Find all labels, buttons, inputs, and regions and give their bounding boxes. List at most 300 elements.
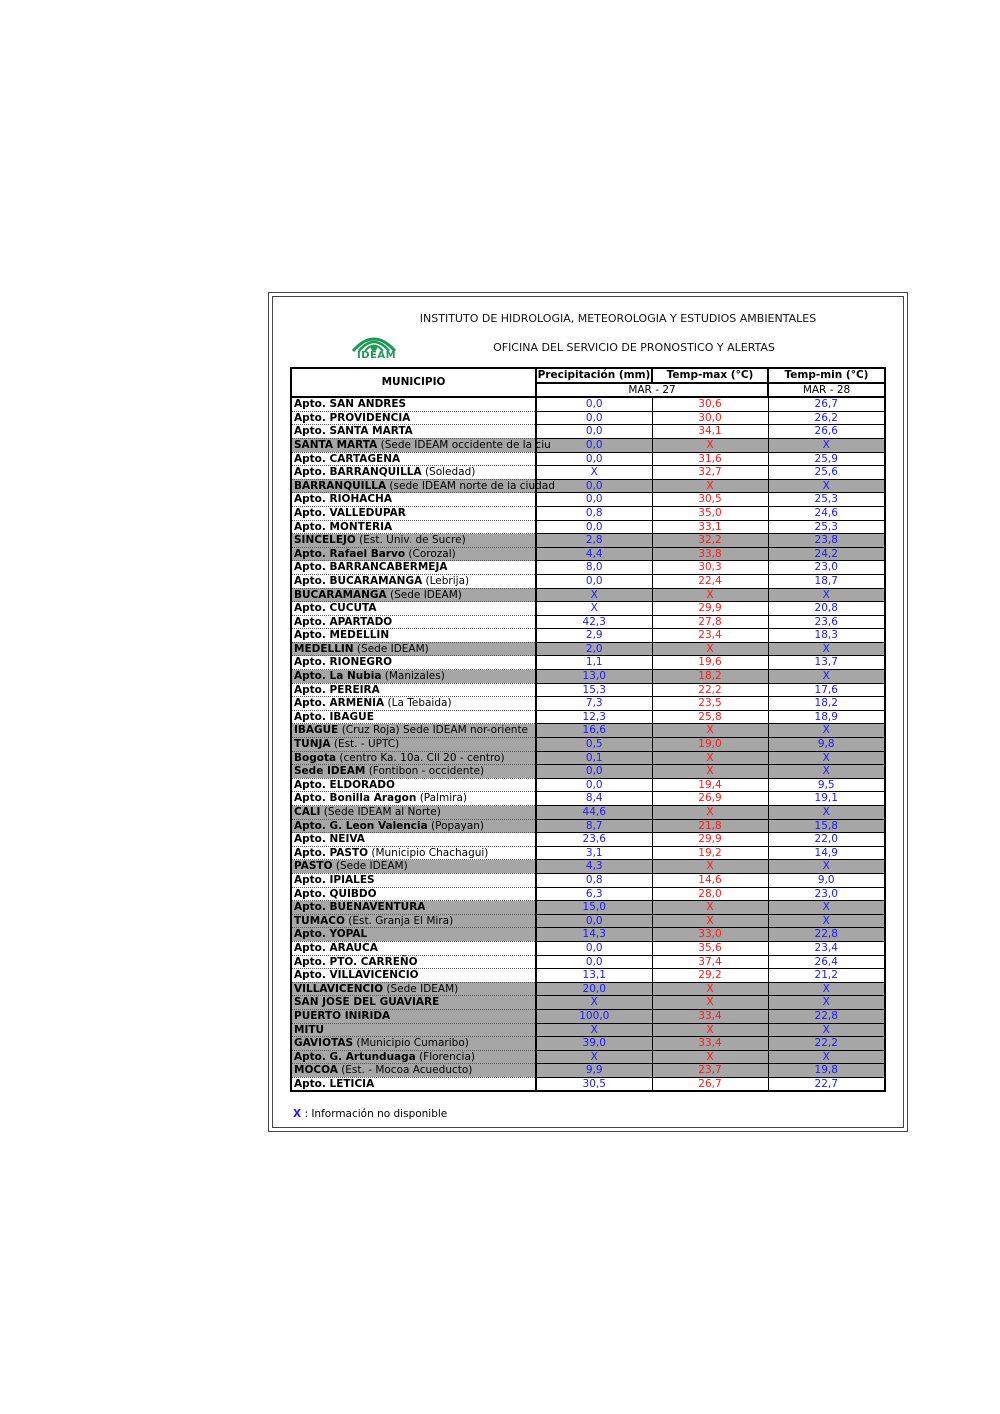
table-row [291, 819, 885, 833]
station-name: Apto. LETICIA [294, 1077, 375, 1090]
table-row [291, 520, 885, 534]
cell-temp-max: X [652, 914, 768, 928]
cell-temp-max: 27,8 [652, 615, 768, 629]
cell-precipitation: 0,0 [536, 520, 652, 534]
cell-municipio [291, 1050, 536, 1064]
station-name: Bogota [294, 751, 337, 764]
cell-temp-min: X [768, 914, 885, 928]
cell-municipio [291, 751, 536, 765]
cell-municipio [291, 425, 536, 439]
table-row [291, 792, 885, 806]
table-row [291, 438, 885, 452]
cell-precipitation: X [536, 588, 652, 602]
station-name: PUERTO INIRIDA [294, 1009, 391, 1022]
legend-symbol: X [293, 1108, 302, 1120]
cell-temp-min: 14,9 [768, 846, 885, 860]
cell-municipio [291, 479, 555, 493]
cell-precipitation: 12,3 [536, 710, 652, 724]
cell-temp-max: 34,1 [652, 425, 768, 439]
cell-municipio [291, 397, 536, 411]
cell-temp-max: X [652, 479, 768, 493]
cell-municipio [291, 873, 536, 887]
cell-temp-max: 19,0 [652, 738, 768, 752]
table-row [291, 466, 885, 480]
table-row [291, 751, 885, 765]
cell-municipio [291, 615, 536, 629]
table-row [291, 738, 885, 752]
cell-municipio [291, 1023, 536, 1037]
cell-precipitation: 0,0 [536, 452, 652, 466]
station-name: CALI [294, 806, 321, 818]
cell-municipio [291, 914, 536, 928]
cell-precipitation: 44,6 [536, 806, 652, 820]
cell-temp-min: 9,5 [768, 778, 885, 792]
cell-municipio [291, 438, 551, 452]
cell-temp-max: X [652, 642, 768, 656]
station-detail: (Manizales) [381, 670, 445, 683]
cell-temp-max: 23,7 [652, 1064, 768, 1078]
cell-precipitation: 4,4 [536, 547, 652, 561]
cell-municipio [291, 1064, 536, 1078]
cell-temp-min: X [768, 670, 885, 684]
station-name: Apto. PASTO [294, 846, 369, 859]
cell-temp-max: 30,0 [652, 411, 768, 425]
weather-table [290, 367, 886, 1092]
cell-temp-max: X [652, 901, 768, 915]
cell-precipitation: 2,0 [536, 642, 652, 656]
cell-precipitation: 2,8 [536, 534, 652, 548]
cell-temp-max: X [652, 588, 768, 602]
station-name: BARRANQUILLA [294, 479, 387, 492]
table-row [291, 697, 885, 711]
table-row [291, 479, 885, 493]
cell-temp-min: 18,7 [768, 574, 885, 588]
cell-temp-min: X [768, 751, 885, 765]
cell-temp-max: 23,4 [652, 629, 768, 643]
station-name: SANTA MARTA [294, 438, 378, 451]
table-row [291, 602, 885, 616]
cell-temp-min: 15,8 [768, 819, 885, 833]
cell-temp-min: X [768, 438, 885, 452]
cell-temp-max: X [652, 765, 768, 779]
cell-temp-min: 26,6 [768, 425, 885, 439]
cell-temp-min: X [768, 1050, 885, 1064]
station-name: VILLAVICENCIO [294, 982, 384, 995]
cell-temp-max: 35,6 [652, 941, 768, 955]
cell-temp-min: 18,3 [768, 629, 885, 643]
cell-precipitation: 0,0 [536, 425, 652, 439]
cell-precipitation: 0,8 [536, 873, 652, 887]
cell-temp-min: 9,0 [768, 873, 885, 887]
table-row [291, 1023, 885, 1037]
station-name: MEDELLIN [294, 642, 354, 655]
table-row [291, 397, 885, 411]
table-row [291, 670, 885, 684]
cell-precipitation: 0,0 [536, 479, 652, 493]
cell-temp-min: 25,3 [768, 520, 885, 534]
station-name: Apto. MONTERIA [294, 520, 393, 533]
cell-precipitation: 20,0 [536, 982, 652, 996]
cell-temp-max: X [652, 751, 768, 765]
cell-precipitation: 0,0 [536, 914, 652, 928]
cell-precipitation: X [536, 1050, 652, 1064]
cell-municipio [291, 506, 536, 520]
cell-temp-max: 23,5 [652, 697, 768, 711]
cell-municipio [291, 588, 536, 602]
cell-temp-max: 30,3 [652, 561, 768, 575]
cell-municipio [291, 792, 536, 806]
cell-temp-max: 26,7 [652, 1077, 768, 1091]
cell-precipitation: 0,1 [536, 751, 652, 765]
cell-temp-max: 35,0 [652, 506, 768, 520]
cell-temp-max: 33,1 [652, 520, 768, 534]
column-header-temp-max: Temp-max (°C) [652, 368, 768, 383]
cell-temp-min: X [768, 724, 885, 738]
cell-municipio [291, 806, 536, 820]
cell-temp-max: 30,6 [652, 397, 768, 411]
cell-precipitation: 0,0 [536, 778, 652, 792]
cell-temp-min: X [768, 1023, 885, 1037]
station-name: MOCOA [294, 1064, 338, 1077]
table-row [291, 765, 885, 779]
cell-precipitation: 0,5 [536, 738, 652, 752]
cell-precipitation: 2,9 [536, 629, 652, 643]
cell-precipitation: X [536, 1023, 652, 1037]
cell-temp-max: X [652, 996, 768, 1010]
cell-precipitation: 7,3 [536, 697, 652, 711]
table-row [291, 860, 885, 874]
column-header-precipitation: Precipitación (mm) [537, 369, 651, 381]
cell-municipio [291, 683, 536, 697]
cell-precipitation: X [536, 466, 652, 480]
cell-municipio [291, 887, 536, 901]
cell-precipitation: 3,1 [536, 846, 652, 860]
cell-temp-max: 19,2 [652, 846, 768, 860]
cell-temp-max: X [652, 982, 768, 996]
cell-temp-min: 22,7 [768, 1077, 885, 1091]
column-header-temp-min: Temp-min (°C) [768, 368, 885, 383]
cell-municipio [291, 1009, 536, 1023]
cell-precipitation: 0,0 [536, 574, 652, 588]
station-name: Apto. IPIALES [294, 873, 375, 886]
cell-temp-min: X [768, 982, 885, 996]
cell-temp-min: 25,6 [768, 466, 885, 480]
office-title: OFICINA DEL SERVICIO DE PRONOSTICO Y ALERTAS [493, 341, 775, 354]
cell-temp-max: X [652, 1050, 768, 1064]
cell-municipio [291, 1077, 536, 1091]
cell-temp-min: 9,8 [768, 738, 885, 752]
table-row [291, 629, 885, 643]
table-row [291, 588, 885, 602]
station-name: TUNJA [294, 738, 331, 751]
station-name: Apto. CUCUTA [294, 602, 377, 615]
table-row [291, 996, 885, 1010]
table-row [291, 778, 885, 792]
cell-temp-max: 25,8 [652, 710, 768, 724]
cell-municipio [291, 955, 536, 969]
cell-temp-max: 29,9 [652, 602, 768, 616]
cell-municipio [291, 656, 536, 670]
station-detail: (Est. - Mocoa Acueducto) [337, 1064, 473, 1077]
station-name: SAN JOSE DEL GUAVIARE [294, 996, 440, 1009]
table-row [291, 642, 885, 656]
institute-title: INSTITUTO DE HIDROLOGIA, METEOROLOGIA Y ESTUDIOS AMBIENTALES [419, 312, 817, 325]
station-name: TUMACO [294, 914, 345, 927]
cell-temp-max: 33,4 [652, 1009, 768, 1023]
station-name: Apto. PROVIDENCIA [294, 411, 411, 424]
cell-municipio [291, 846, 536, 860]
cell-precipitation: 30,5 [536, 1077, 652, 1091]
cell-temp-max: X [652, 860, 768, 874]
cell-temp-max: 22,4 [652, 574, 768, 588]
cell-precipitation: 0,0 [536, 411, 652, 425]
station-detail: (Sede IDEAM) [332, 860, 408, 873]
station-detail: (Sede IDEAM occidente de la ciu [377, 438, 551, 451]
cell-temp-max: 32,2 [652, 534, 768, 548]
cell-municipio [291, 860, 536, 874]
station-name: Apto. PEREIRA [294, 683, 380, 696]
station-detail: (Florencia) [415, 1050, 475, 1063]
cell-temp-min: 23,4 [768, 941, 885, 955]
cell-precipitation: 0,0 [536, 765, 652, 779]
table-row [291, 493, 885, 507]
cell-temp-max: 26,9 [652, 792, 768, 806]
station-detail: (Cruz Roja) Sede IDEAM nor-oriente [338, 724, 529, 737]
table-row [291, 411, 885, 425]
cell-temp-min: 17,6 [768, 683, 885, 697]
table-row [291, 425, 885, 439]
station-name: Apto. BARRANQUILLA [294, 466, 422, 479]
table-row [291, 615, 885, 629]
station-name: Apto. ARAUCA [294, 941, 378, 954]
cell-temp-min: 23,0 [768, 887, 885, 901]
cell-temp-max: 28,0 [652, 887, 768, 901]
cell-temp-min: 22,0 [768, 833, 885, 847]
table-row [291, 547, 885, 561]
cell-precipitation: 8,0 [536, 561, 652, 575]
station-detail: (centro Ka. 10a. Cll 20 - centro) [336, 751, 505, 764]
station-name: Apto. G. Artunduaga [294, 1050, 416, 1063]
cell-municipio [291, 520, 536, 534]
cell-precipitation: 16,6 [536, 724, 652, 738]
table-row [291, 982, 885, 996]
cell-precipitation: 100,0 [536, 1009, 652, 1023]
cell-temp-min: 26,4 [768, 955, 885, 969]
cell-temp-min: 19,8 [768, 1064, 885, 1078]
cell-temp-min: X [768, 765, 885, 779]
cell-precipitation: 9,9 [536, 1064, 652, 1078]
cell-temp-min: 22,2 [768, 1037, 885, 1051]
table-row [291, 955, 885, 969]
station-name: Apto. VILLAVICENCIO [294, 969, 419, 982]
cell-temp-max: X [652, 806, 768, 820]
station-detail: (La Tebaida) [384, 697, 452, 710]
cell-temp-max: 18,2 [652, 670, 768, 684]
cell-temp-min: 24,6 [768, 506, 885, 520]
cell-temp-min: 23,0 [768, 561, 885, 575]
cell-temp-min: 13,7 [768, 656, 885, 670]
cell-precipitation: 8,7 [536, 819, 652, 833]
cell-municipio [291, 466, 536, 480]
cell-municipio [291, 928, 536, 942]
cell-municipio [291, 534, 536, 548]
table-row [291, 914, 885, 928]
cell-temp-min: 22,8 [768, 928, 885, 942]
table-row [291, 710, 885, 724]
cell-municipio [291, 969, 536, 983]
cell-temp-max: 33,4 [652, 1037, 768, 1051]
station-name: Apto. ARMENIA [294, 697, 385, 710]
cell-temp-max: 32,7 [652, 466, 768, 480]
table-row [291, 941, 885, 955]
cell-municipio [291, 670, 536, 684]
cell-temp-max: 29,2 [652, 969, 768, 983]
station-detail: (Soledad) [421, 466, 476, 479]
station-name: PASTO [294, 860, 333, 873]
cell-temp-max: 19,6 [652, 656, 768, 670]
cell-municipio [291, 602, 536, 616]
station-name: GAVIOTAS [294, 1037, 354, 1050]
table-row [291, 683, 885, 697]
table-row [291, 887, 885, 901]
cell-precipitation: 14,3 [536, 928, 652, 942]
station-detail: (Municipio Cumaribo) [353, 1037, 469, 1050]
station-name: Apto. BUENAVENTURA [294, 901, 426, 914]
cell-temp-min: X [768, 860, 885, 874]
table-row [291, 724, 885, 738]
cell-precipitation: 23,6 [536, 833, 652, 847]
cell-precipitation: 13,0 [536, 670, 652, 684]
cell-temp-max: 19,4 [652, 778, 768, 792]
cell-municipio [291, 629, 536, 643]
table-row [291, 873, 885, 887]
cell-temp-min: 19,1 [768, 792, 885, 806]
table-row [291, 806, 885, 820]
table-row [291, 506, 885, 520]
station-name: Apto. PTO. CARREÑO [294, 955, 418, 968]
station-detail: (sede IDEAM norte de la ciudad [386, 479, 555, 492]
station-name: Apto. QUIBDO [294, 887, 377, 900]
table-row [291, 1009, 885, 1023]
cell-municipio [291, 547, 536, 561]
cell-temp-max: 22,2 [652, 683, 768, 697]
cell-precipitation: 13,1 [536, 969, 652, 983]
cell-precipitation: 0,0 [536, 955, 652, 969]
station-name: Apto. SAN ANDRES [294, 398, 407, 411]
station-name: Apto. La Nubia [294, 670, 382, 683]
date-label-left: MAR - 27 [536, 383, 768, 398]
station-detail: (Fontibon - occidente) [365, 765, 485, 778]
station-name: MITU [294, 1023, 325, 1036]
station-name: Apto. BARRANCABERMEJA [294, 561, 448, 574]
cell-temp-min: 26,2 [768, 411, 885, 425]
station-name: Apto. Rafael Barvo [294, 547, 406, 560]
cell-municipio [291, 819, 536, 833]
cell-precipitation: 0,0 [536, 493, 652, 507]
cell-temp-max: X [652, 724, 768, 738]
station-detail: (Sede IDEAM) [383, 982, 459, 995]
table-row [291, 1064, 885, 1078]
station-detail: (Est. Granja El Mira) [344, 914, 454, 927]
cell-precipitation: 4,3 [536, 860, 652, 874]
station-name: Apto. VALLEDUPAR [294, 506, 406, 519]
cell-precipitation: 0,0 [536, 941, 652, 955]
cell-temp-min: X [768, 901, 885, 915]
column-header-municipio: MUNICIPIO [291, 368, 536, 397]
table-row [291, 656, 885, 670]
cell-temp-max: 31,6 [652, 452, 768, 466]
cell-municipio [291, 493, 536, 507]
cell-municipio [291, 738, 536, 752]
cell-temp-min: X [768, 479, 885, 493]
cell-precipitation: 39,0 [536, 1037, 652, 1051]
station-name: Apto. APARTADO [294, 615, 393, 628]
cell-precipitation: 42,3 [536, 615, 652, 629]
cell-municipio [291, 411, 536, 425]
station-name: Apto. BUCARAMANGA [294, 574, 423, 587]
table-row [291, 452, 885, 466]
cell-municipio [291, 452, 536, 466]
station-detail: (Sede IDEAM) [353, 642, 429, 655]
cell-precipitation: 6,3 [536, 887, 652, 901]
cell-temp-min: 18,9 [768, 710, 885, 724]
legend-text: : Información no disponible [301, 1108, 448, 1120]
station-name: Apto. IBAGUE [294, 710, 374, 723]
legend [293, 1108, 447, 1120]
table-row [291, 846, 885, 860]
station-name: BUCARAMANGA [294, 588, 387, 601]
cell-temp-min: 18,2 [768, 697, 885, 711]
cell-temp-max: 33,8 [652, 547, 768, 561]
cell-municipio [291, 710, 536, 724]
table-row [291, 534, 885, 548]
table-row [291, 1077, 885, 1091]
cell-municipio [291, 642, 536, 656]
station-name: Apto. MEDELLIN [294, 629, 390, 642]
cell-temp-min: 22,8 [768, 1009, 885, 1023]
cell-municipio [291, 941, 536, 955]
station-name: Apto. RIONEGRO [294, 656, 393, 669]
date-label-right: MAR - 28 [768, 383, 885, 398]
cell-temp-max: 21,8 [652, 819, 768, 833]
cell-temp-max: 14,6 [652, 873, 768, 887]
cell-municipio [291, 724, 536, 738]
cell-municipio [291, 1037, 536, 1051]
station-name: Apto. SANTA MARTA [294, 425, 413, 438]
cell-precipitation: 0,0 [536, 438, 652, 452]
station-detail: (Sede IDEAM) [386, 588, 462, 601]
station-name: Apto. ELDORADO [294, 778, 395, 791]
station-name: Sede IDEAM [294, 765, 366, 778]
ideam-logo-text: IDEAM [357, 350, 397, 361]
cell-temp-min: 20,8 [768, 602, 885, 616]
cell-precipitation: 8,4 [536, 792, 652, 806]
cell-temp-max: 33,0 [652, 928, 768, 942]
station-name: SINCELEJO [294, 534, 356, 547]
table-body [291, 397, 885, 1091]
station-name: Apto. G. Leon Valencia [294, 819, 428, 832]
station-detail: (Est. Univ. de Sucre) [355, 534, 466, 547]
cell-temp-min: 26,7 [768, 397, 885, 411]
cell-precipitation: 15,0 [536, 901, 652, 915]
station-name: Apto. YOPAL [294, 928, 368, 941]
station-detail: (Corozal) [405, 547, 456, 560]
station-name: Apto. RIOHACHA [294, 493, 392, 506]
cell-temp-min: 23,6 [768, 615, 885, 629]
cell-temp-min: X [768, 642, 885, 656]
station-detail: (Palmira) [416, 792, 467, 805]
station-detail: (Popayan) [427, 819, 485, 832]
